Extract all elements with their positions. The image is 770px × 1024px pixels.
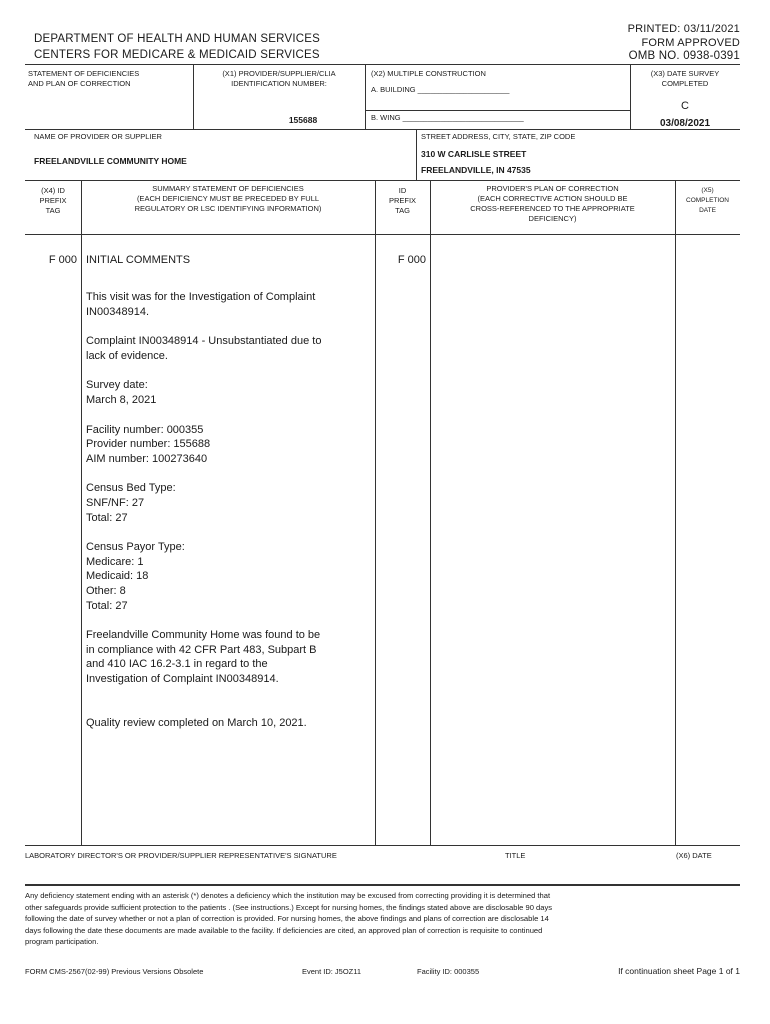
entry-line: Total: 27 <box>86 511 128 524</box>
entry-paragraph <box>86 423 372 467</box>
entry-line: in compliance with 42 CFR Part 483, Subpart B <box>86 643 317 656</box>
disclaimer-line: following the date of survey whether or not a plan of correction is provided. For nursing homes, the above findings and plans of correction are disclosable 14 <box>25 914 549 923</box>
event-id: Event ID: J5OZ11 <box>302 967 362 976</box>
building-field: A. BUILDING ______________________ <box>371 85 510 94</box>
rule-body-end <box>25 845 740 846</box>
provider-id-number: 155688 <box>288 115 318 125</box>
entry-line: Medicaid: 18 <box>86 570 149 583</box>
rule-signature <box>25 884 740 886</box>
agency-subname: CENTERS FOR MEDICARE & MEDICAID SERVICES <box>34 49 320 61</box>
form-id: FORM CMS-2567(02-99) Previous Versions Obsolete <box>25 967 204 976</box>
rule-building-wing <box>366 110 630 111</box>
x3-label: (X3) DATE SURVEY COMPLETED <box>650 69 720 88</box>
signature-label: LABORATORY DIRECTOR'S OR PROVIDER/SUPPLIER REPRESENTATIVE'S SIGNATURE <box>25 851 337 860</box>
rule-provider <box>25 129 740 130</box>
entry-line: SNF/NF: 27 <box>86 496 145 509</box>
disclaimer-line: other safeguards provide sufficient protection to the patients . (See instructions.) Except for nursing homes, the findings stated above are disclosable 90 days <box>25 902 553 912</box>
entry-line: Medicare: 1 <box>86 555 144 568</box>
wing-field: B. WING _____________________________ <box>371 113 524 122</box>
rule-columns <box>25 180 740 181</box>
address-label: STREET ADDRESS, CITY, STATE, ZIP CODE <box>421 132 576 141</box>
plan-header: PROVIDER'S PLAN OF CORRECTION (EACH CORRECTIVE ACTION SHOULD BE CROSS-REFERENCED TO THE APPROPRIATE DEFICIENCY) <box>470 184 635 223</box>
entry-line: Complaint IN00348914 - Unsubstantiated due to <box>86 335 322 348</box>
entry-body <box>86 290 372 746</box>
entry-paragraph <box>86 628 372 686</box>
printed-date: PRINTED: 03/11/2021 <box>627 23 740 35</box>
entry-line: Quality review completed on March 10, 2021. <box>86 717 307 730</box>
disclaimer-line: Any deficiency statement ending with an asterisk (*) denotes a deficiency which the institution may be excused from correcting providing it is determined that <box>25 891 551 900</box>
continuation-page: If continuation sheet Page 1 of 1 <box>618 966 740 976</box>
tag-prefix-right: F 000 <box>397 254 426 266</box>
rule-v-address <box>416 129 417 180</box>
entry-paragraph <box>86 334 372 363</box>
survey-date: 03/08/2021 <box>659 118 711 129</box>
address-street: 310 W CARLISLE STREET <box>421 149 527 159</box>
entry-line: Census Bed Type: <box>86 482 176 495</box>
rule-top <box>25 64 740 65</box>
x1-label: (X1) PROVIDER/SUPPLIER/CLIA IDENTIFICATION NUMBER: <box>222 69 336 88</box>
entry-paragraph <box>86 290 372 319</box>
entry-paragraph <box>86 378 372 407</box>
statement-label: STATEMENT OF DEFICIENCIES AND PLAN OF CORRECTION <box>28 69 140 88</box>
provider-name-label: NAME OF PROVIDER OR SUPPLIER <box>34 132 162 141</box>
entry-paragraph <box>86 481 372 525</box>
agency-name: DEPARTMENT OF HEALTH AND HUMAN SERVICES <box>34 33 320 45</box>
title-label: TITLE <box>505 851 526 860</box>
entry-paragraph <box>86 716 372 731</box>
entry-line: Survey date: <box>86 379 148 392</box>
entry-line: March 8, 2021 <box>86 393 157 406</box>
disclaimer <box>25 890 552 948</box>
entry-line: This visit was for the Investigation of Complaint <box>86 291 316 303</box>
rule-v-id <box>430 180 431 845</box>
rule-body-start <box>25 234 740 235</box>
omb-number: OMB NO. 0938-0391 <box>628 50 740 62</box>
entry-line: AIM number: 100273640 <box>86 452 208 465</box>
summary-header: SUMMARY STATEMENT OF DEFICIENCIES (EACH DEFICIENCY MUST BE PRECEDED BY FULL REGULATORY OR LSC IDENTIFYING INFORMATION) <box>134 184 322 213</box>
rule-v-tag <box>81 180 82 845</box>
entry-line: lack of evidence. <box>86 349 168 362</box>
x6-date-label: (X6) DATE <box>676 851 712 860</box>
entry-line: Total: 27 <box>86 599 128 612</box>
facility-id: Facility ID: 000355 <box>417 967 480 976</box>
x4-header: (X4) ID PREFIX TAG <box>39 186 67 215</box>
entry-line: Census Payor Type: <box>86 541 185 554</box>
disclaimer-line: program participation. <box>25 937 99 946</box>
x2-label: (X2) MULTIPLE CONSTRUCTION <box>371 69 486 78</box>
entry-line: Provider number: 155688 <box>86 438 211 451</box>
survey-code: C <box>681 100 689 112</box>
disclaimer-line: days following the date these documents are made available to the facility. If deficiencies are cited, an approved plan of correction is requisite to continued <box>25 925 543 935</box>
entry-paragraph <box>86 540 372 613</box>
provider-name: FREELANDVILLE COMMUNITY HOME <box>34 156 187 166</box>
entry-line: IN00348914. <box>86 305 149 318</box>
entry-line: and 410 IAC 16.2-3.1 in regard to the <box>86 658 268 671</box>
id-header: ID PREFIX TAG <box>388 186 417 215</box>
entry-line: Investigation of Complaint IN00348914. <box>86 672 279 685</box>
entry-line: Facility number: 000355 <box>86 423 204 436</box>
address-city: FREELANDVILLE, IN 47535 <box>421 165 531 175</box>
form-approved: FORM APPROVED <box>641 37 740 49</box>
entry-title: INITIAL COMMENTS <box>86 254 191 266</box>
rule-v-plan <box>675 180 676 845</box>
entry-line: Other: 8 <box>86 584 126 597</box>
rule-v-summary <box>375 180 376 845</box>
x5-header: (X5) COMPLETION DATE <box>686 187 729 214</box>
tag-prefix-left: F 000 <box>48 254 77 266</box>
entry-line: Freelandville Community Home was found to be <box>86 629 321 642</box>
